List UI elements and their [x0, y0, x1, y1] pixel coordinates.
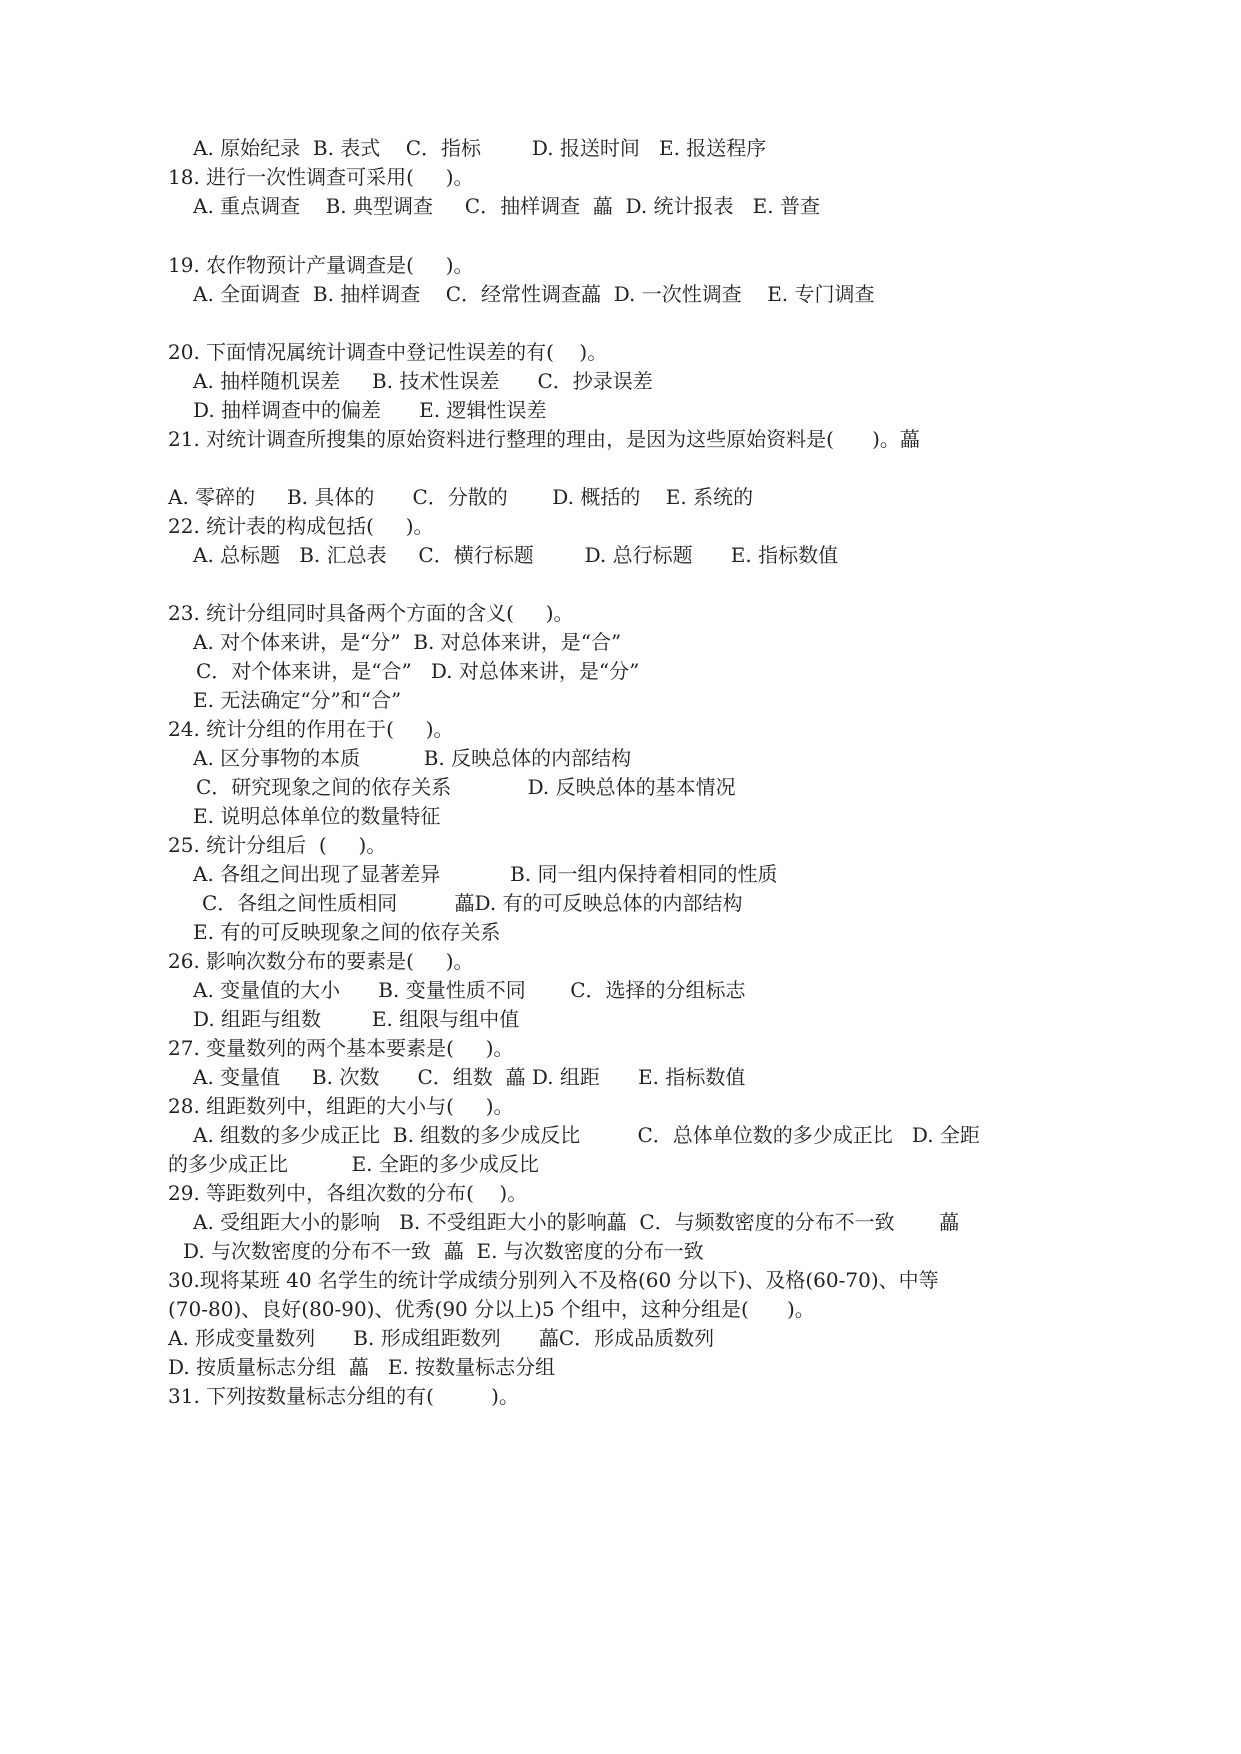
option-line: 的多少成正比 E. 全距的多少成反比 [168, 1152, 539, 1176]
option-line: A. 变量值的大小 B. 变量性质不同 C．选择的分组标志 [193, 978, 746, 1002]
option-line: A. 对个体来讲，是“分” B. 对总体来讲，是“合” [193, 630, 622, 654]
option-line: C．研究现象之间的依存关系 D. 反映总体的基本情况 [196, 775, 736, 799]
option-line: A. 受组距大小的影响 B. 不受组距大小的影响藟 C．与频数密度的分布不一致 藟 [193, 1210, 960, 1234]
question-line: 24. 统计分组的作用在于( )。 [168, 717, 454, 741]
option-line: A. 变量值 B. 次数 C．组数 藟 D. 组距 E. 指标数值 [193, 1065, 746, 1089]
option-line: A. 组数的多少成正比 B. 组数的多少成反比 C．总体单位数的多少成正比 D. 全距 [193, 1123, 980, 1147]
option-line: A. 原始纪录 B. 表式 C．指标 D. 报送时间 E. 报送程序 [193, 136, 767, 160]
option-line: E. 说明总体单位的数量特征 [193, 804, 441, 828]
option-line: D. 抽样调查中的偏差 E. 逻辑性误差 [193, 398, 547, 422]
option-line: A. 总标题 B. 汇总表 C．横行标题 D. 总行标题 E. 指标数值 [193, 543, 839, 567]
option-line: A. 重点调查 B. 典型调查 C．抽样调查 藟 D. 统计报表 E. 普查 [193, 194, 820, 218]
question-line: 26. 影响次数分布的要素是( )。 [168, 949, 474, 973]
question-line: 27. 变量数列的两个基本要素是( )。 [168, 1036, 514, 1060]
option-line: A. 各组之间出现了显著差异 B. 同一组内保持着相同的性质 [193, 862, 778, 886]
question-line: 31. 下列按数量标志分组的有( )。 [168, 1384, 519, 1408]
question-line: 18. 进行一次性调查可采用( )。 [168, 165, 474, 189]
option-line: A. 抽样随机误差 B. 技术性误差 C．抄录误差 [193, 369, 653, 393]
question-line: 29. 等距数列中，各组次数的分布( )。 [168, 1181, 528, 1205]
option-line: A. 区分事物的本质 B. 反映总体的内部结构 [193, 746, 632, 770]
question-line: 30.现将某班 40 名学生的统计学成绩分别列入不及格(60 分以下)、及格(60-70)、中等 [168, 1268, 939, 1292]
option-line: E. 无法确定“分”和“合” [193, 688, 402, 712]
option-line: D. 与次数密度的分布不一致 藟 E. 与次数密度的分布一致 [183, 1239, 704, 1263]
question-line: 23. 统计分组同时具备两个方面的含义( )。 [168, 601, 574, 625]
option-line: A. 形成变量数列 B. 形成组距数列 藟C．形成品质数列 [168, 1326, 715, 1350]
option-line: C．各组之间性质相同 藟D. 有的可反映总体的内部结构 [202, 891, 743, 915]
question-line: 28. 组距数列中，组距的大小与( )。 [168, 1094, 514, 1118]
option-line: A. 零碎的 B. 具体的 C．分散的 D. 概括的 E. 系统的 [168, 485, 754, 509]
question-line: 25. 统计分组后 ( )。 [168, 833, 387, 857]
option-line: C．对个体来讲，是“合” D. 对总体来讲，是“分” [196, 659, 640, 683]
option-line: D. 组距与组数 E. 组限与组中值 [193, 1007, 520, 1031]
question-line: 21. 对统计调查所搜集的原始资料进行整理的理由，是因为这些原始资料是( )。藟 [168, 427, 920, 451]
question-line: 22. 统计表的构成包括( )。 [168, 514, 434, 538]
question-line: 20. 下面情况属统计调查中登记性误差的有( )。 [168, 340, 608, 364]
question-line: (70-80)、良好(80-90)、优秀(90 分以上)5 个组中，这种分组是( )。 [168, 1297, 815, 1321]
option-line: A. 全面调查 B. 抽样调查 C．经常性调查藟 D. 一次性调查 E. 专门调查 [193, 282, 875, 306]
option-line: E. 有的可反映现象之间的依存关系 [193, 920, 501, 944]
question-line: 19. 农作物预计产量调查是( )。 [168, 253, 474, 277]
option-line: D. 按质量标志分组 藟 E. 按数量标志分组 [168, 1355, 556, 1379]
